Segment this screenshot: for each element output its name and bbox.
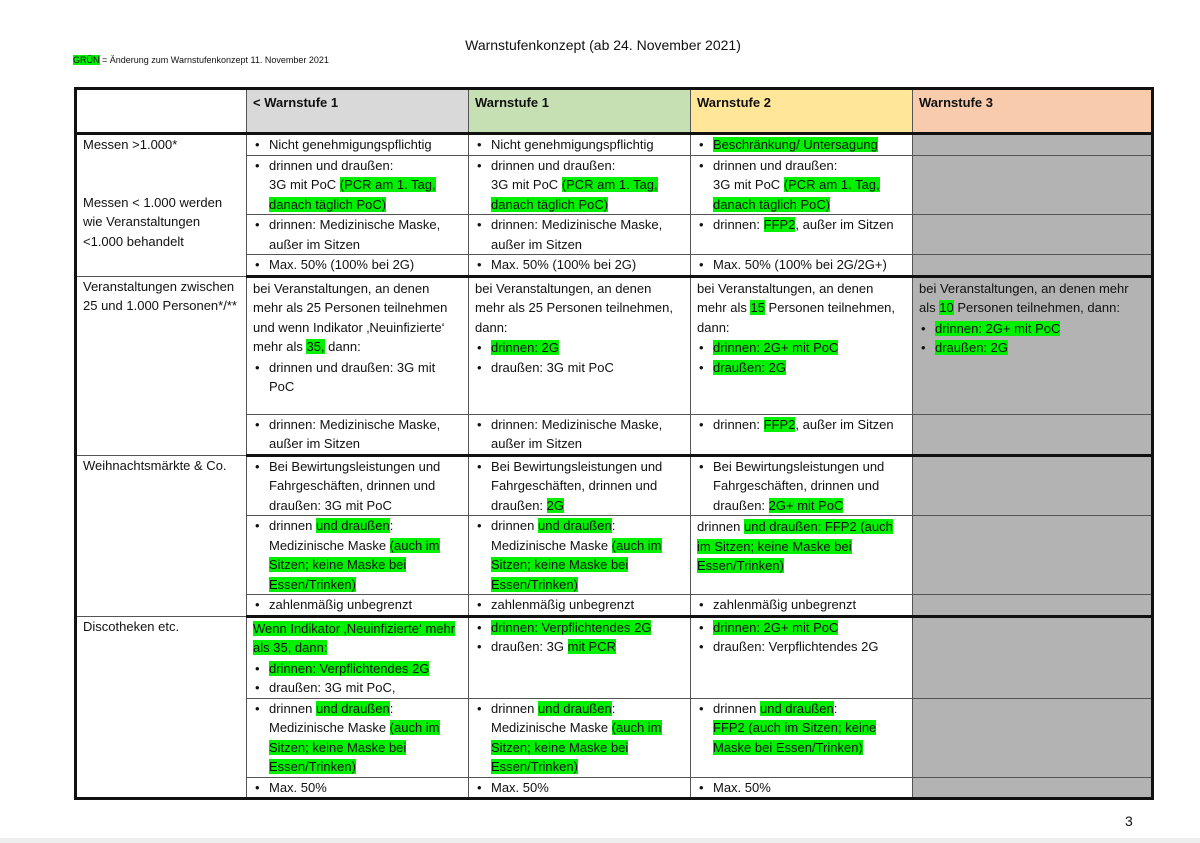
empty-cell xyxy=(913,255,1153,277)
empty-cell xyxy=(913,777,1153,799)
highlight-text: und draußen xyxy=(315,700,390,716)
highlight-text: und draußen xyxy=(759,700,834,716)
text: , außer im Sitzen xyxy=(795,416,894,432)
highlight-text: mit PCR xyxy=(567,639,616,654)
list-item: • drinnen und draußen: 3G mit PoC xyxy=(269,358,462,397)
list-item: • Nicht genehmigungspflichtig xyxy=(491,135,684,155)
text: drinnen: xyxy=(713,416,764,432)
empty-cell xyxy=(913,698,1153,777)
empty-cell xyxy=(913,455,1153,516)
list-item xyxy=(269,659,462,679)
list-item xyxy=(491,618,684,638)
text: drinnen: xyxy=(713,217,764,232)
text: : Medizinische Maske xyxy=(269,700,394,735)
highlight-text: draußen: 2G xyxy=(935,340,1008,355)
list-item: • Max. 50% xyxy=(491,778,684,798)
list-item xyxy=(491,516,684,594)
text: Bei Bewirtungsleistungen und Fahrgeschäften, drinnen und draußen: xyxy=(713,458,885,513)
list-item xyxy=(491,156,684,215)
list-item: • zahlenmäßig unbegrenzt xyxy=(713,595,906,615)
text: bei Veranstaltungen, an denen mehr als xyxy=(697,280,874,315)
legend xyxy=(73,55,329,65)
text: bei Veranstaltungen, an denen mehr als 25 Personen teilnehmen und wenn Indikator ‚Neuinfizierte‘ mehr als xyxy=(253,280,448,354)
messen-label-1: Messen >1.000* xyxy=(83,137,178,152)
empty-cell xyxy=(913,215,1153,255)
row-label-discotheken: Discotheken etc. xyxy=(76,616,247,799)
list-item xyxy=(713,457,906,516)
document-title: Warnstufenkonzept (ab 24. November 2021) xyxy=(465,37,741,53)
highlight-text: (auch im Sitzen; keine Maske bei Essen/Trinken) xyxy=(491,720,662,774)
text: draußen: 3G xyxy=(491,639,568,654)
highlight-text: und draußen xyxy=(315,518,390,533)
list-item: • zahlenmäßig unbegrenzt xyxy=(269,595,462,615)
header-row xyxy=(76,89,1153,134)
text: : Medizinische Maske xyxy=(491,700,616,735)
highlight-text: 2G xyxy=(546,497,564,513)
text: drinnen und draußen: xyxy=(269,157,394,173)
text: bei Veranstaltungen, an denen mehr als xyxy=(919,280,1129,315)
header-empty xyxy=(76,89,247,134)
text: 3G mit PoC xyxy=(491,177,562,192)
list-item xyxy=(491,338,684,358)
list-item: • Max. 50% (100% bei 2G/2G+) xyxy=(713,255,906,275)
list-item xyxy=(713,215,906,235)
text: : Medizinische Maske xyxy=(269,518,394,553)
list-item: • draußen: Verpflichtendes 2G xyxy=(713,637,906,657)
header-warnstufe-2: Warnstufe 2 xyxy=(691,89,913,134)
list-item xyxy=(713,338,906,358)
text: : xyxy=(833,700,838,716)
table-row xyxy=(76,455,1153,516)
list-item xyxy=(269,516,462,594)
list-item xyxy=(713,156,906,215)
highlight-text: 35, xyxy=(306,339,325,354)
highlight-text: draußen: 2G xyxy=(713,359,786,375)
text: Personen teilnehmen, dann: xyxy=(953,300,1120,315)
highlight-text: drinnen: 2G+ mit PoC xyxy=(713,340,839,355)
list-item xyxy=(491,637,684,657)
empty-cell xyxy=(913,616,1153,698)
highlight-text: (PCR am 1. Tag, danach täglich PoC) xyxy=(713,177,880,212)
empty-cell xyxy=(913,516,1153,595)
highlight-text: und draußen: FFP2 (auch im Sitzen; keine Maske bei Essen/Trinken) xyxy=(697,519,893,573)
list-item xyxy=(491,457,684,516)
table-row xyxy=(76,616,1153,698)
text: drinnen xyxy=(697,519,744,534)
page-number: 3 xyxy=(1125,813,1133,829)
list-item xyxy=(935,338,1145,358)
list-item xyxy=(713,135,906,155)
list-item: • Max. 50% xyxy=(269,778,462,798)
empty-cell xyxy=(913,155,1153,215)
highlight-text: 15 xyxy=(750,300,765,315)
highlight-text: drinnen: Verpflichtendes 2G xyxy=(269,660,430,676)
text: bei Veranstaltungen, an denen mehr als 25 Personen teilnehmen, dann: xyxy=(475,280,674,335)
list-item xyxy=(713,358,906,378)
text: Personen teilnehmen, dann: xyxy=(697,300,896,335)
text: drinnen und draußen: xyxy=(713,157,838,173)
highlight-text: drinnen: 2G xyxy=(491,340,559,355)
text: drinnen xyxy=(491,518,538,533)
list-item xyxy=(269,156,462,215)
legend-highlight: GRÜN xyxy=(73,55,100,65)
list-item: • draußen: 3G mit PoC, xyxy=(269,678,462,698)
empty-cell xyxy=(913,595,1153,617)
highlight-text: drinnen: Verpflichtendes 2G xyxy=(491,619,652,635)
highlight-text: 2G+ mit PoC xyxy=(768,497,844,513)
row-label-weihnachtsmaerkte: Weihnachtsmärkte & Co. xyxy=(76,455,247,616)
page-bottom-edge xyxy=(0,838,1200,843)
text: Bei Bewirtungsleistungen und Fahrgeschäften, drinnen und draußen: xyxy=(491,458,663,513)
list-item xyxy=(713,415,906,435)
list-item: • drinnen: Medizinische Maske, außer im Sitzen xyxy=(491,215,684,254)
warnstufen-table xyxy=(74,87,1154,800)
highlight-text: drinnen: 2G+ mit PoC xyxy=(935,320,1061,336)
list-item xyxy=(935,319,1145,339)
empty-cell xyxy=(913,414,1153,455)
list-item: • drinnen: Medizinische Maske, außer im Sitzen xyxy=(269,415,462,454)
highlight-text: 10 xyxy=(939,300,954,315)
row-label-messen xyxy=(76,134,247,277)
highlight-text: Beschränkung/ Untersagung xyxy=(713,137,878,152)
list-item: • Bei Bewirtungsleistungen und Fahrgeschäften, drinnen und draußen: 3G mit PoC xyxy=(269,457,462,516)
messen-label-2: Messen < 1.000 werden wie Veranstaltungen <1.000 behandelt xyxy=(83,194,223,249)
empty-cell xyxy=(913,134,1153,156)
highlight-text: (PCR am 1. Tag, danach täglich PoC) xyxy=(269,177,436,212)
list-item: • Max. 50% (100% bei 2G) xyxy=(269,255,462,275)
highlight-text: (auch im Sitzen; keine Maske bei Essen/Trinken) xyxy=(269,537,440,592)
text: drinnen xyxy=(269,518,316,533)
table-row xyxy=(76,134,1153,156)
text: , außer im Sitzen xyxy=(795,217,894,232)
highlight-text: (auch im Sitzen; keine Maske bei Essen/Trinken) xyxy=(269,720,440,774)
header-warnstufe-1: Warnstufe 1 xyxy=(469,89,691,134)
list-item xyxy=(269,699,462,777)
text: drinnen xyxy=(491,700,538,716)
highlight-text: Wenn Indikator ‚Neuinfizierte‘ mehr als 35, dann: xyxy=(253,620,456,655)
highlight-text: (auch im Sitzen; keine Maske bei Essen/Trinken) xyxy=(491,537,662,592)
text: 3G mit PoC xyxy=(269,177,340,192)
text: drinnen xyxy=(713,700,760,716)
header-warnstufe-3: Warnstufe 3 xyxy=(913,89,1153,134)
highlight-text: und draußen xyxy=(537,518,612,533)
highlight-text: drinnen: 2G+ mit PoC xyxy=(713,619,839,635)
highlight-text: (PCR am 1. Tag, danach täglich PoC) xyxy=(491,177,658,212)
highlight-text: und draußen xyxy=(537,700,612,716)
list-item: • drinnen: Medizinische Maske, außer im Sitzen xyxy=(491,415,684,454)
text: drinnen und draußen: xyxy=(491,157,616,173)
list-item: • Nicht genehmigungspflichtig xyxy=(269,135,462,155)
text: : Medizinische Maske xyxy=(491,518,616,553)
highlight-text: FFP2 xyxy=(763,217,796,232)
table-row xyxy=(76,276,1153,414)
legend-text: = Änderung zum Warnstufenkonzept 11. November 2021 xyxy=(99,55,329,65)
list-item xyxy=(713,699,906,758)
list-item: • draußen: 3G mit PoC xyxy=(491,358,684,378)
text: dann: xyxy=(324,339,361,354)
text: drinnen xyxy=(269,700,316,716)
list-item: • drinnen: Medizinische Maske, außer im Sitzen xyxy=(269,215,462,254)
list-item: • zahlenmäßig unbegrenzt xyxy=(491,595,684,615)
list-item: • Max. 50% (100% bei 2G) xyxy=(491,255,684,275)
header-unter-warnstufe-1: < Warnstufe 1 xyxy=(247,89,469,134)
list-item: • Max. 50% xyxy=(713,778,906,798)
text: 3G mit PoC xyxy=(713,177,784,192)
highlight-text: FFP2 xyxy=(763,416,796,432)
row-label-veranstaltungen: Veranstaltungen zwischen 25 und 1.000 Personen*/** xyxy=(76,276,247,455)
highlight-text: FFP2 (auch im Sitzen; keine Maske bei Essen/Trinken) xyxy=(713,720,877,755)
list-item xyxy=(491,699,684,777)
list-item xyxy=(713,618,906,638)
